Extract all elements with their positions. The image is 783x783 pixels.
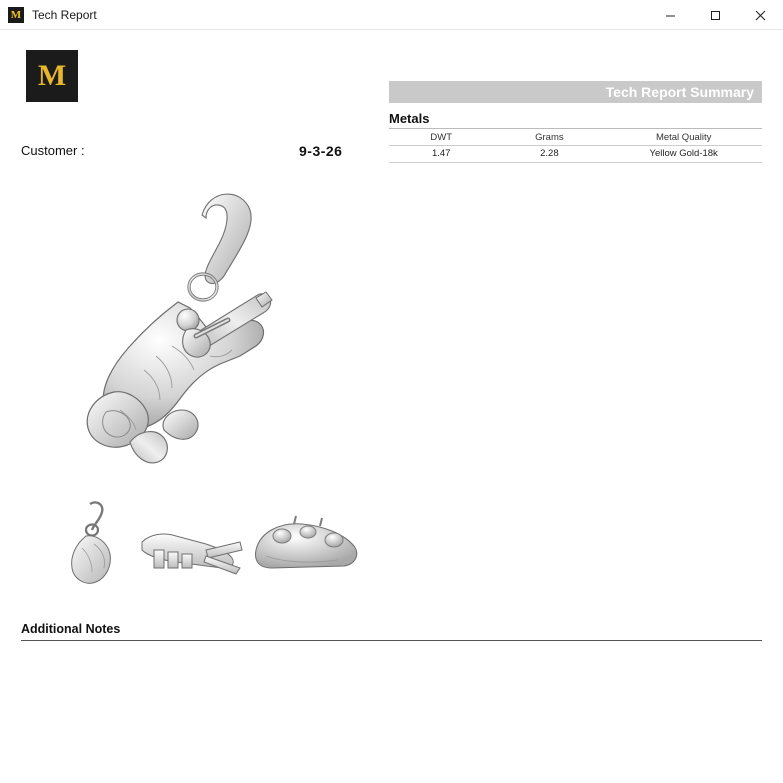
minimize-icon[interactable] [648,0,693,30]
pendant-top-thumb [246,510,366,590]
metals-table [389,129,762,163]
customer-value: 9-3-26 [299,143,343,159]
tech-report-summary-panel [389,81,762,163]
company-logo [26,50,78,102]
additional-notes-section [21,622,762,701]
table-row [389,146,762,163]
maximize-icon[interactable] [693,0,738,30]
window-controls [648,0,783,30]
close-icon[interactable] [738,0,783,30]
cell-grams: 2.28 [493,146,605,163]
customer-row [21,143,371,158]
window-titlebar [0,0,783,30]
summary-title: Tech Report Summary [605,84,754,100]
pendant-front-thumb [60,500,130,595]
additional-notes-body[interactable] [21,641,762,701]
summary-header-band [389,81,762,103]
cell-metal-quality: Yellow Gold-18k [605,146,762,163]
table-header-row [389,129,762,146]
logo-letter: M [37,59,67,92]
app-icon: M [8,7,24,23]
thumbnail-row [40,490,380,590]
additional-notes-title: Additional Notes [21,622,121,636]
pendant-side-thumb [136,520,256,595]
report-page [0,30,783,783]
customer-label: Customer : [21,143,85,158]
column-header-grams: Grams [493,129,605,146]
window-title: Tech Report [32,7,97,22]
column-header-dwt: DWT [389,129,493,146]
main-render-image [60,180,360,470]
column-header-metal-quality: Metal Quality [605,129,762,146]
metals-section-title: Metals [389,111,762,129]
cell-dwt: 1.47 [389,146,493,163]
